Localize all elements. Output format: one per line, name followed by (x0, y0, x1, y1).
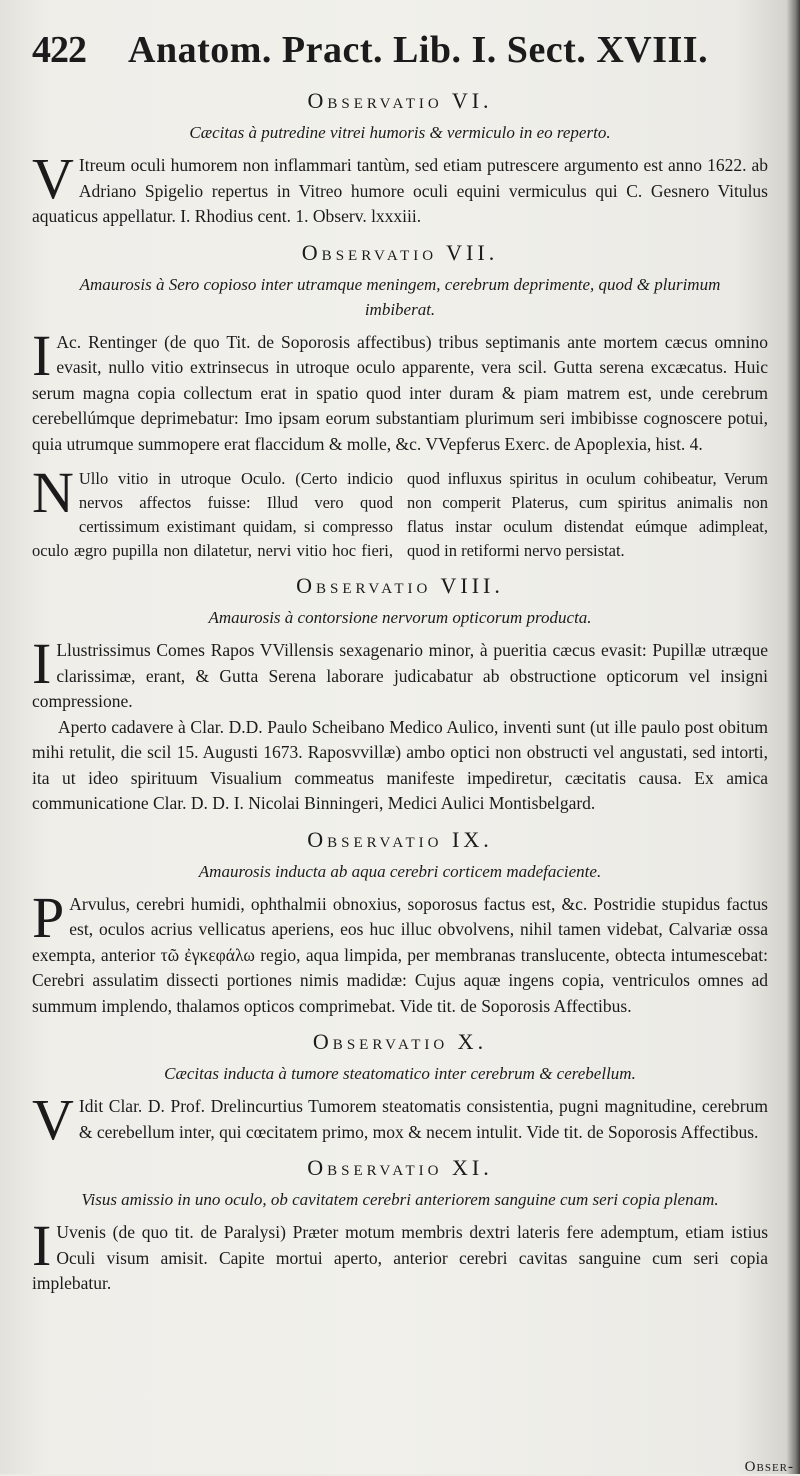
page-number: 422 (32, 29, 86, 71)
observation-8-subtitle: Amaurosis à contorsione nervorum opticorum producta. (208, 608, 592, 627)
observation-7-heading: Observatio VII. (301, 239, 499, 265)
observation-7-text (32, 322, 768, 458)
observation-8-text-2: Aperto cadavere à Clar. D.D. Paulo Scheibano Medico Aulico, inventi sunt (ut ille paulo post obitum mihi retulit, die scil 15. Augusti 1673. Raposvvillæ) ambo optici non obstructi vel angustati, sed intorti, ita ut ideo spirituum Visualium commeatus manifeste impediretur, cæcitatis causa. Ex amica communicatione Clar. D. D. I. Nicolai Binningeri, Medici Aulici Montisbelgard. (32, 716, 768, 813)
observation-9-text (32, 884, 768, 1020)
dropcap: I (32, 1213, 52, 1278)
page-content (32, 28, 768, 1297)
observation-8-text-1 (32, 631, 768, 715)
observation-9-body: Arvulus, cerebri humidi, ophthalmii obnoxius, soporosus factus est, &c. Postridie stupidus factus est, oculos acrius vellicatus aperiens, eos huc illuc obvolvens, nihil tamen videbat, Calvariæ ossa exempta, anterior τῶ ἐγκεφάλω regio, aqua limpida, per membranas translucente, obtecta intumescebat: Cerebri assulatim dissecti portiones nimis madidæ: Cujus aquæ ingens copia, ventriculos omnes ad summum implendo, thalamos opticos comprimebat. Vide tit. de Soporosis Affectibus. (32, 893, 768, 1016)
dropcap: P (32, 884, 65, 950)
observation-11-text (32, 1213, 768, 1297)
observation-7-subtitle: Amaurosis à Sero copioso inter utramque meningem, cerebrum deprimente, quod & plurimum imbiberat. (79, 274, 721, 319)
dropcap: I (32, 631, 52, 696)
dropcap: V (32, 146, 74, 211)
observation-11-subtitle: Visus amissio in uno oculo, ob cavitatem cerebri anteriorem sanguine cum seri copia plenam. (81, 1190, 719, 1209)
observation-10-text (32, 1087, 768, 1152)
observation-7-note-body: Ullo vitio in utroque Oculo. (Certo indicio nervos affectos fuisse: Illud vero quod certissimum existimant quidam, si compresso oculo ægro pupilla non dilatetur, nervi vitio hoc fieri, quod influxus spiritus in oculum cohibeatur, Verum non comperit Platerus, cum spiritus animalis non flatus instar oculum distendat eúmque adimpleat, quod in retiformi nervo persistat. (32, 469, 768, 560)
observation-11-heading: Observatio XI. (307, 1155, 493, 1180)
observation-6-heading: Observatio VI. (307, 88, 493, 113)
dropcap: N (32, 460, 74, 525)
dropcap: V (32, 1087, 74, 1152)
observation-10-subtitle: Cæcitas inducta à tumore steatomatico inter cerebrum & cerebellum. (164, 1064, 636, 1083)
observation-11-body: Uvenis (de quo tit. de Paralysi) Præter motum membris dextri lateris fere ademptum, etiam istius Oculi visum amisit. Capite mortui aperto, anterior cerebri cavitas sanguine cum seri copia implebatur. (32, 1222, 768, 1293)
observation-9-subtitle: Amaurosis inducta ab aqua cerebri corticem madefaciente. (198, 861, 602, 881)
observation-8-body-1: Llustrissimus Comes Rapos VVillensis sexagenario minor, à pueritia cæcus evasit: Pupillæ utræque clarissimæ, erant, & Gutta Serena laborare judicabatur ab obstructione opticorum vel insigni compressione. (32, 640, 768, 711)
running-title: Anatom. Pract. Lib. I. Sect. XVIII. (128, 29, 709, 71)
catchword: Obser- (744, 1459, 794, 1475)
observation-10-body: Idit Clar. D. Prof. Drelincurtius Tumorem steatomatis consistentia, pugni magnitudine, cerebrum & cerebellum inter, qui cœcitatem primo, mox & necem intulit. Vide tit. de Soporosis Affectibus. (78, 1096, 768, 1142)
running-head (32, 28, 768, 84)
observation-7-note (32, 460, 768, 563)
observation-10-heading: Observatio X. (312, 1029, 488, 1054)
observation-7-note-text (32, 460, 768, 563)
observation-9-heading: Observatio IX. (307, 826, 493, 852)
observation-6-subtitle: Cæcitas à putredine vitrei humoris & vermiculo in eo reperto. (189, 123, 611, 142)
page-gutter-shadow (786, 0, 800, 1474)
observation-6-text (32, 146, 768, 230)
observation-7-body: Ac. Rentinger (de quo Tit. de Soporosis affectibus) tribus septimanis ante mortem cæcus omnino evasit, nullo vitio extrinsecus in utroque oculo apparente, vera scil. Gutta serena excæcatus. Huic serum magna copia collectum erat in spatio quod inter duram & piam matrem est, unde cerebrum cerebellúmque deprimebatur: Imo ipsam eorum substantiam plurimum seri imbibisse cognoscere potui, quia utrumque summopere erat flaccidum & molle, &c. VVepferus Exerc. de Apoplexia, hist. 4. (32, 331, 768, 454)
observation-6-body: Itreum oculi humorem non inflammari tantùm, sed etiam putrescere argumento est anno 1622. ab Adriano Spigelio repertus in Vitreo humore oculi equini vermiculus qui C. Gesnero Vitulus aquaticus appellatur. I. Rhodius cent. 1. Observ. lxxxiii. (32, 155, 768, 226)
dropcap: I (32, 322, 52, 388)
observation-8-heading: Observatio VIII. (296, 573, 504, 598)
